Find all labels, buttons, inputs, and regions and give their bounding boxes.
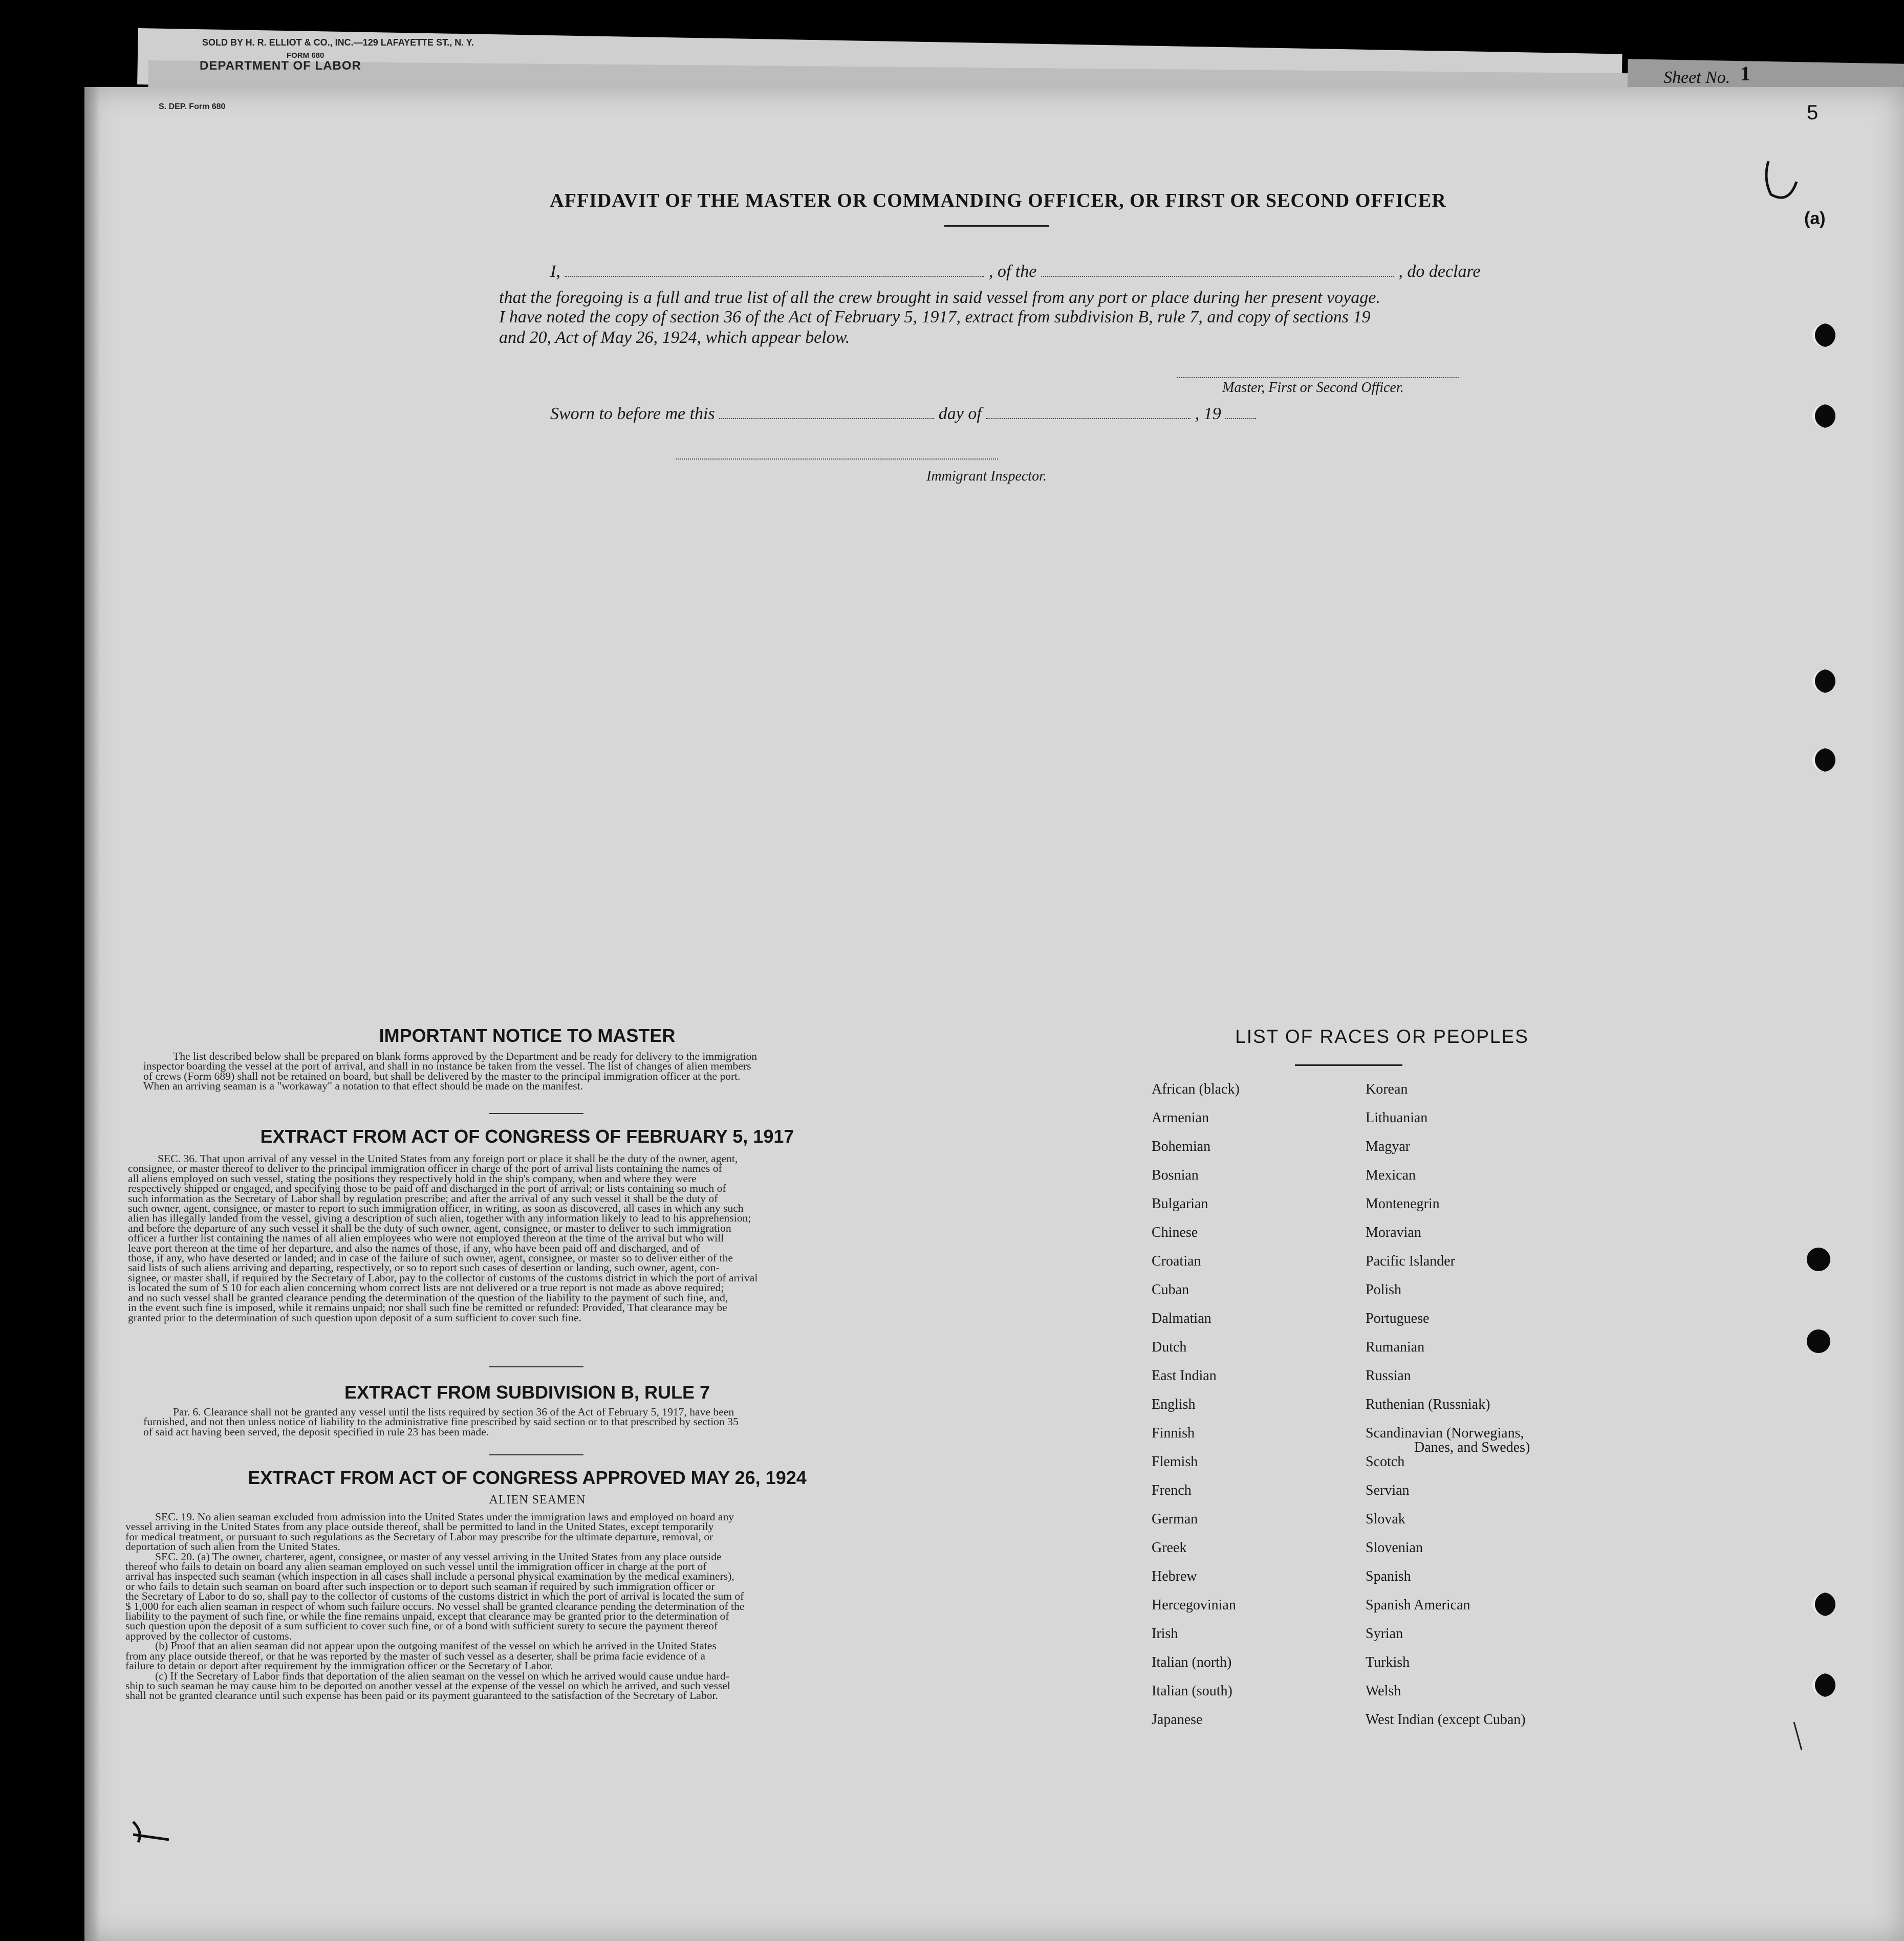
race-item: Hercegovinian [1152, 1597, 1236, 1613]
race-item: Irish [1152, 1626, 1178, 1642]
extract-line: SEC. 19. No alien seaman excluded from admission into the United States under the immigration laws and employed on board any [155, 1511, 734, 1523]
handwritten-scribble-icon [123, 1812, 179, 1858]
section-rule [489, 1366, 583, 1367]
race-item: Syrian [1366, 1626, 1403, 1642]
department-label: DEPARTMENT OF LABOR [200, 59, 361, 73]
punch-hole-icon [1812, 1673, 1835, 1697]
race-item: Cuban [1152, 1282, 1189, 1298]
race-item: Russian [1366, 1368, 1411, 1384]
race-item: Slovenian [1366, 1540, 1423, 1556]
punch-hole-icon [1812, 404, 1835, 428]
extract-line: SEC. 36. That upon arrival of any vessel in the United States from any foreign port or place it shall be the duty of the owner, agent, [158, 1152, 738, 1165]
handwritten-page-number: 5 [1807, 101, 1819, 124]
page-edge-shadow [84, 87, 100, 1941]
extract-line: arrival has inspected such seaman (which inspection in all cases shall include a personal physical examination by the medical examiners), [125, 1570, 734, 1583]
race-item: Spanish American [1366, 1597, 1470, 1613]
race-item: Bohemian [1152, 1139, 1211, 1154]
extract-line: from any place outside thereof, or that he was reported by the master of such vessel as a deserter, shall be prima facie evidence of a [125, 1649, 705, 1662]
extract-line: those, if any, who have deserted or landed; and in case of the failure of such owner, agent, consignee, or master so to deliver either of the [128, 1252, 733, 1264]
race-item: Dutch [1152, 1339, 1187, 1355]
front-form-number: S. DEP. Form 680 [159, 102, 226, 111]
race-item: Chinese [1152, 1225, 1198, 1240]
extract-line: (b) Proof that an alien seaman did not appear upon the outgoing manifest of the vessel on which he arrived in the United States [155, 1640, 717, 1652]
extract-line: leave port thereon at the time of her departure, and also the names of those, if any, who have been paid off and discharged, and of [128, 1241, 700, 1254]
extract-line: SEC. 20. (a) The owner, charterer, agent, consignee, or master of any vessel arriving in the United States from any place outside [155, 1550, 722, 1563]
sheet-number-label: Sheet No. [1663, 68, 1730, 87]
affiant-line [550, 262, 1481, 281]
affidavit-line-2: that the foregoing is a full and true list of all the crew brought in said vessel from any port or place during her present voyage. [499, 288, 1380, 307]
punch-hole-icon [1812, 748, 1835, 772]
rule7-line: furnished, and not then unless notice of liability to the administrative fine prescribed by said section or to that prescribed by section 35 [143, 1415, 739, 1428]
notice-text [143, 1052, 906, 1092]
affidavit-line-4: and 20, Act of May 26, 1924, which appear below. [499, 328, 850, 347]
extract-line: approved by the collector of customs. [125, 1629, 292, 1642]
sheet-number-value: 1 [1740, 62, 1750, 85]
inspector-signature-label: Immigrant Inspector. [926, 468, 1047, 484]
extract-line: and before the departure of any such vessel it shall be the duty of such owner, agent, consignee, or master to deliver to such immigration [128, 1222, 731, 1234]
race-item: German [1152, 1511, 1198, 1527]
race-item: Greek [1152, 1540, 1187, 1556]
punch-hole-icon [1812, 669, 1835, 693]
back-form-number: FORM 680 [287, 51, 324, 60]
race-item: African (black) [1152, 1081, 1240, 1097]
check-mark-icon [1761, 154, 1807, 210]
race-item: Servian [1366, 1482, 1410, 1498]
extract-1917-title: EXTRACT FROM ACT OF CONGRESS OF FEBRUARY 5, 1917 [260, 1126, 794, 1147]
extract-line: alien has illegally landed from the vessel, giving a description of such alien, together with any information likely to lead to his apprehension; [128, 1212, 751, 1225]
sworn-line [550, 404, 1256, 424]
title-rule [944, 225, 1049, 227]
race-item: Pacific Islander [1366, 1253, 1455, 1269]
notice-title: IMPORTANT NOTICE TO MASTER [379, 1025, 676, 1046]
race-item: Italian (south) [1152, 1683, 1232, 1699]
race-item: Lithuanian [1366, 1110, 1428, 1126]
punch-hole-icon [1807, 1329, 1830, 1353]
race-item: Bulgarian [1152, 1196, 1208, 1212]
do-declare-label: , do declare [1398, 262, 1481, 281]
race-item: Scandinavian (Norwegians, [1366, 1425, 1524, 1441]
race-item: Portuguese [1366, 1311, 1430, 1326]
extract-1924-text [125, 1512, 906, 1701]
punch-hole-icon [1812, 323, 1835, 347]
extract-line: (c) If the Secretary of Labor finds that deportation of the alien seaman on the vessel on which he arrived would cause undue hard- [155, 1669, 729, 1682]
race-item: Welsh [1366, 1683, 1401, 1699]
race-item: French [1152, 1482, 1192, 1498]
race-item: Spanish [1366, 1568, 1411, 1584]
extract-line: and no such vessel shall be granted clearance pending the determination of the question of the liability to the payment of such fine, and, [128, 1291, 728, 1304]
section-rule [489, 1113, 583, 1114]
extract-line: failure to detain or deport after requirement by the immigration officer or the Secretary of Labor. [125, 1660, 553, 1672]
race-item: West Indian (except Cuban) [1366, 1712, 1526, 1728]
year-label: , 19 [1195, 404, 1221, 423]
affiant-name-field[interactable] [565, 276, 984, 277]
race-item: Moravian [1366, 1225, 1421, 1240]
inspector-signature-field[interactable] [676, 459, 998, 460]
notice-line: inspector boarding the vessel at the port of arrival, and shall in no instance be taken from the vessel. The list of changes of alien members [143, 1060, 751, 1073]
race-item: Rumanian [1366, 1339, 1425, 1355]
vessel-name-field[interactable] [1041, 276, 1394, 277]
extract-line: all aliens employed on such vessel, stating the positions they respectively hold in the ship's company, when and where they were [128, 1172, 697, 1185]
race-item: English [1152, 1397, 1196, 1412]
extract-line: for medical treatment, or pursuant to such regulations as the Secretary of Labor may prescribe for the ultimate departure, removal, or [125, 1530, 713, 1543]
race-item: Finnish [1152, 1425, 1195, 1441]
i-label: I, [550, 262, 560, 281]
extract-line: or who fails to detain such seaman on board after such inspection or to deport such seaman if required by such immigration officer or [125, 1580, 715, 1593]
printer-imprint: SOLD BY H. R. ELLIOT & CO., INC.—129 LAFAYETTE ST., N. Y. [202, 37, 474, 48]
extract-line: in the event such fine is imposed, while it remains unpaid; nor shall such fine be remitted or refunded: Provided, That clearance may be [128, 1301, 727, 1314]
extract-line: ship to such seaman he may cause him to be deported on another vessel at the expense of the vessel on which he arrived, and such vessel [125, 1679, 730, 1692]
punch-hole-icon [1807, 1248, 1830, 1271]
extract-line: such question upon the deposit of a sum sufficient to cover such fine, or of a bond with sufficient surety to secure the payment thereof [125, 1620, 718, 1632]
race-item: Ruthenian (Russniak) [1366, 1397, 1490, 1412]
extract-line: such owner, agent, consignee, or master to report to such immigration officer, in writing, as soon as discovered, all cases in which any such [128, 1202, 744, 1215]
race-item: Slovak [1366, 1511, 1405, 1527]
race-item: Scotch [1366, 1454, 1405, 1470]
race-item: Korean [1366, 1081, 1408, 1097]
extract-line: said lists of such aliens arriving and departing, respectively, or so to report such cases of desertion or landing, such owner, agent, con- [128, 1261, 720, 1274]
extract-line: $ 1,000 for each alien seaman in respect of whom such failure occurs. No vessel shall be granted clearance pending the determination of the [125, 1600, 745, 1612]
of-the-label: , of the [988, 262, 1037, 281]
rule7-title: EXTRACT FROM SUBDIVISION B, RULE 7 [344, 1382, 710, 1403]
race-item: Italian (north) [1152, 1654, 1232, 1670]
extract-line: shall not be granted clearance until such expense has been paid or its payment guaranteed to the satisfaction of the Secretary of Labor. [125, 1689, 718, 1702]
extract-line: respectively shipped or engaged, and specifying those to be paid off and discharged in the port of arrival; or lists containing so much of [128, 1182, 726, 1195]
extract-line: the Secretary of Labor to do so, shall pay to the collector of customs of the customs district in which the port of arrival is located the sum of [125, 1590, 744, 1603]
race-item: East Indian [1152, 1368, 1217, 1384]
extract-line: liability to the payment of such fine, or while the fine remains unpaid, except that clearance may be granted prior to the determination of [125, 1610, 729, 1623]
master-signature-field[interactable] [1177, 377, 1459, 378]
race-item: Armenian [1152, 1110, 1209, 1126]
extract-line: signee, or master shall, if required by the Secretary of Labor, pay to the collector of customs of the customs district in which the port of arrival [128, 1271, 758, 1284]
race-item: Turkish [1366, 1654, 1410, 1670]
race-item: Hebrew [1152, 1568, 1197, 1584]
section-rule [489, 1454, 583, 1455]
extract-1917-text [128, 1154, 906, 1323]
race-item-continuation: Danes, and Swedes) [1414, 1440, 1530, 1455]
rule7-line: of said act having been served, the deposit specified in rule 23 has been made. [143, 1425, 489, 1438]
affidavit-line-3: I have noted the copy of section 36 of the Act of February 5, 1917, extract from subdivision B, rule 7, and copy of sections 19 [499, 308, 1371, 326]
race-item: Croatian [1152, 1253, 1201, 1269]
sworn-label: Sworn to before me this [550, 404, 715, 423]
extract-line: such information as the Secretary of Labor shall by regulation prescribe; and after the arrival of any such vessel it shall be the duty of [128, 1192, 718, 1205]
circled-a-mark: (a) [1804, 209, 1826, 228]
stray-mark-icon [1791, 1719, 1807, 1755]
race-item: Flemish [1152, 1454, 1198, 1470]
extract-line: vessel arriving in the United States from any place outside thereof, shall be permitted to land in the United States, except temporarily [125, 1520, 714, 1533]
race-item: Polish [1366, 1282, 1402, 1298]
extract-line: thereof who fails to detain on board any alien seaman employed on such vessel until the immigration officer in charge at the port of [125, 1560, 707, 1573]
notice-line: of crews (Form 689) shall not be retained on board, but shall be delivered by the master to the principal immigration officer at the port. [143, 1070, 741, 1082]
extract-line: officer a further list containing the names of all alien employees who were not employed thereon at the time of the arrival but who will [128, 1232, 724, 1245]
races-title: LIST OF RACES OR PEOPLES [1235, 1026, 1529, 1047]
alien-seamen-subtitle: ALIEN SEAMEN [489, 1493, 586, 1507]
extract-line: deportation of such alien from the United States. [125, 1540, 340, 1553]
race-item: Magyar [1366, 1139, 1411, 1154]
day-of-label: day of [938, 404, 982, 423]
race-item: Dalmatian [1152, 1311, 1211, 1326]
race-item: Japanese [1152, 1712, 1203, 1728]
race-item: Bosnian [1152, 1167, 1199, 1183]
sworn-month-field[interactable] [986, 418, 1191, 419]
extract-line: consignee, or master thereof to deliver to the principal immigration officer in charge of the port of arrival lists containing the names of [128, 1162, 722, 1175]
master-signature-label: Master, First or Second Officer. [1222, 380, 1404, 396]
rule7-line: Par. 6. Clearance shall not be granted any vessel until the lists required by section 36 of the Act of February 5, 1917, have been [173, 1406, 734, 1418]
notice-line: When an arriving seaman is a "workaway" a notation to that effect should be made on the manifest. [143, 1080, 583, 1093]
sworn-year-field[interactable] [1225, 418, 1256, 419]
extract-line: granted prior to the determination of such question upon deposit of a sum sufficient to cover such fine. [128, 1311, 581, 1324]
race-item: Montenegrin [1366, 1196, 1440, 1212]
extract-1924-title: EXTRACT FROM ACT OF CONGRESS APPROVED MAY 26, 1924 [248, 1467, 807, 1488]
notice-line: The list described below shall be prepared on blank forms approved by the Department and be ready for delivery to the immigration [173, 1050, 758, 1062]
races-title-rule [1295, 1064, 1402, 1066]
race-item: Mexican [1366, 1167, 1416, 1183]
affidavit-title: AFFIDAVIT OF THE MASTER OR COMMANDING OFFICER, OR FIRST OR SECOND OFFICER [550, 190, 1446, 211]
punch-hole-icon [1812, 1593, 1835, 1616]
extract-line: is located the sum of $ 10 for each alien concerning whom correct lists are not delivered or a true report is not made as above required; [128, 1281, 724, 1294]
sworn-day-field[interactable] [719, 418, 934, 419]
rule7-text [143, 1407, 906, 1437]
